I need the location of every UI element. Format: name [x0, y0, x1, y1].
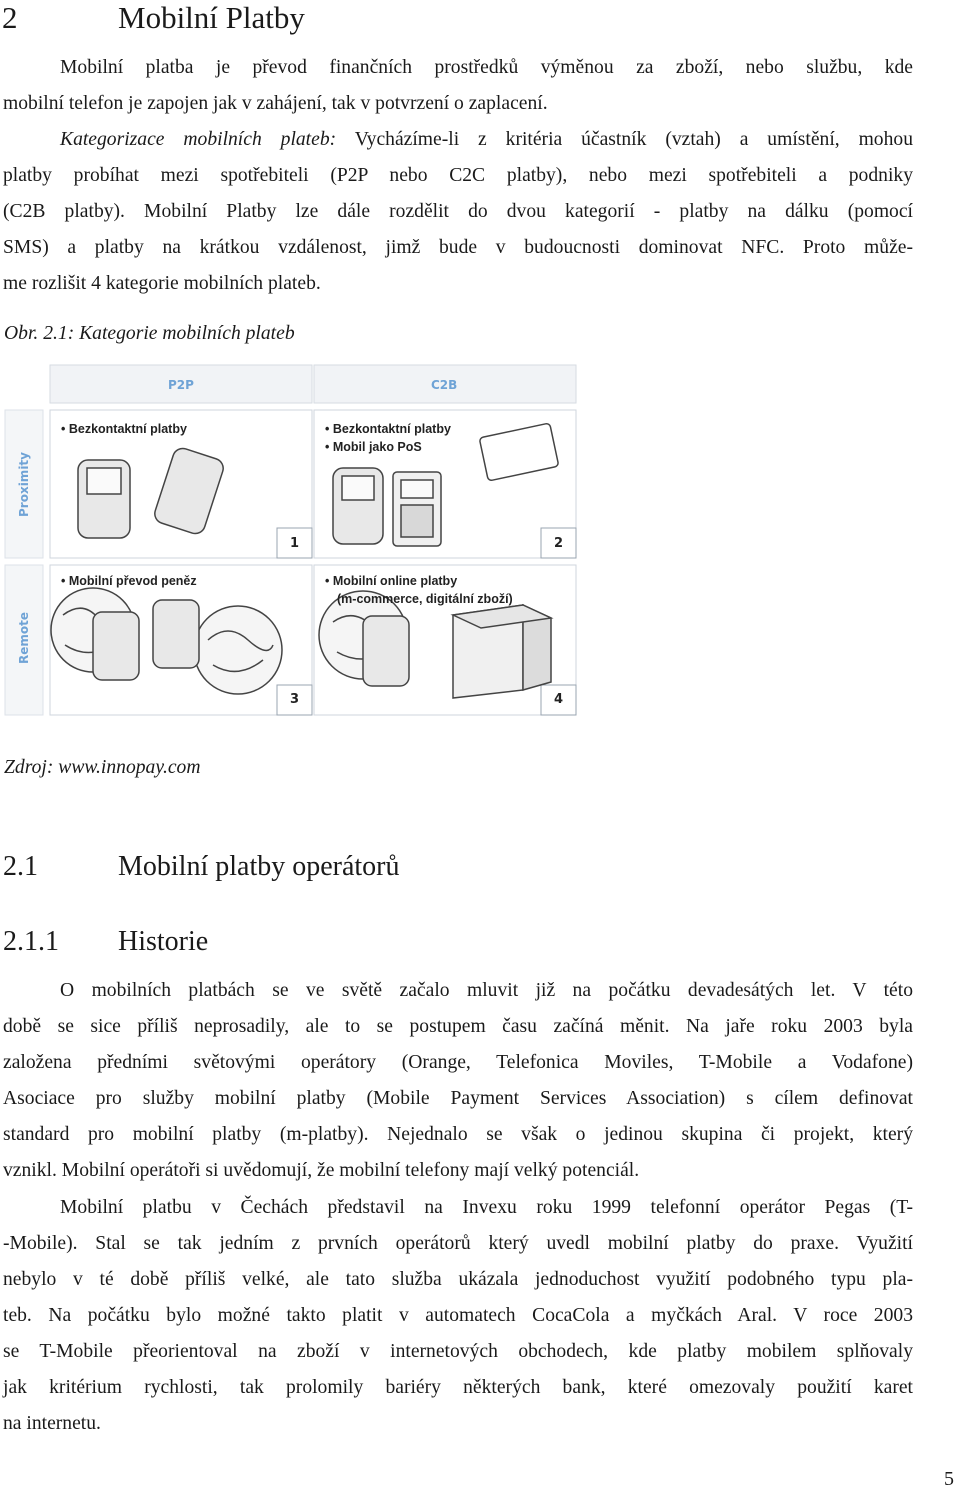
text-line: se T-Mobile přeorientoval na zboží v internetových obchodech, kde platby mobilem splňovaly — [3, 1341, 913, 1362]
cell-4-label: (m-commerce, digitální zboží) — [337, 592, 513, 606]
subsubsection-number: 2.1.1 — [3, 926, 59, 957]
cell-2-label: • Bezkontaktní platby — [325, 422, 451, 436]
row-label-proximity: Proximity — [17, 452, 31, 517]
history-paragraph-2 — [3, 1190, 913, 1442]
subsection-number: 2.1 — [3, 851, 38, 882]
text-line: (C2B platby). Mobilní Platby lze dále rozdělit do dvou kategorií - platby na dálku (pomocí — [3, 201, 913, 222]
categorization-label: Kategorizace mobilních plateb: — [60, 129, 337, 150]
text-line: vznikl. Mobilní operátoři si uvědomují, že mobilní telefony mají velký potenciál. — [3, 1160, 640, 1181]
phone-icon — [363, 616, 409, 686]
cell-number: 4 — [554, 692, 564, 707]
text-line: době se sice příliš neprosadily, ale to se postupem času začíná měnit. Na jaře roku 2003 byla — [3, 1016, 913, 1037]
cell-number: 2 — [554, 536, 564, 551]
column-header-c2b: C2B — [431, 378, 458, 392]
text-line: mobilní telefon je zapojen jak v zahájení, tak v potvrzení o zaplacení. — [3, 93, 548, 114]
text-line: na internetu. — [3, 1413, 101, 1434]
column-header-p2p: P2P — [168, 378, 194, 392]
text-fragment: Vycházíme-li z kritéria účastník (vztah) a umístění, mohou — [336, 129, 913, 150]
text-line: jak kritérium rychlosti, tak prolomily bariéry některých bank, které omezovaly použití karet — [3, 1377, 913, 1398]
row-label-remote: Remote — [17, 611, 31, 664]
text-line: SMS) a platby na krátkou vzdálenost, jimž bude v budoucnosti dominovat NFC. Proto může- — [3, 237, 913, 258]
text-line: O mobilních platbách se ve světě začalo mluvit již na počátku devadesátých let. V této — [60, 980, 913, 1001]
categorization-paragraph — [3, 122, 913, 302]
intro-paragraph — [3, 50, 913, 122]
text-line: Mobilní platba je převod finančních prostředků výměnou za zboží, nebo službu, kde — [60, 57, 913, 78]
text-line: Mobilní platbu v Čechách představil na Invexu roku 1999 telefonní operátor Pegas (T- — [60, 1197, 913, 1218]
subsection-title: Mobilní platby operátorů — [118, 851, 400, 882]
text-line: nebylo v té době příliš velké, ale tato služba ukázala jednoduchost využití podobného typu pla- — [3, 1269, 913, 1290]
cell-2-label: • Mobil jako PoS — [325, 440, 422, 454]
cell-3-label: • Mobilní převod peněz — [61, 574, 197, 588]
cell-number: 3 — [290, 692, 300, 707]
text-line: standard pro mobilní platby (m-platby). Nejednalo se však o jedinou skupina či projekt, který — [3, 1124, 913, 1145]
text-line — [3, 122, 913, 158]
text-line: teb. Na počátku bylo možné takto platit v automatech CocaCola a myčkách Aral. V roce 2003 — [3, 1305, 913, 1326]
text-line: me rozlišit 4 kategorie mobilních plateb. — [3, 273, 321, 294]
server-icon — [453, 605, 551, 698]
cell-1-label: • Bezkontaktní platby — [61, 422, 187, 436]
page-number: 5 — [944, 1468, 954, 1490]
text-line: Asociace pro služby mobilní platby (Mobile Payment Services Association) s cílem definovat — [3, 1088, 913, 1109]
figure-caption: Obr. 2.1: Kategorie mobilních plateb — [4, 323, 295, 344]
payment-categories-figure — [3, 360, 578, 725]
section-title: Mobilní Platby — [118, 0, 305, 35]
phone-icon — [333, 468, 383, 544]
subsubsection-title: Historie — [118, 926, 209, 957]
figure-source: Zdroj: www.innopay.com — [4, 757, 201, 778]
section-number: 2 — [2, 0, 18, 35]
cell-4-label: • Mobilní online platby — [325, 574, 458, 588]
text-line: založena předními světovými operátory (Orange, Telefonica Moviles, T-Mobile a Vodafone) — [3, 1052, 913, 1073]
payment-terminal-icon — [393, 472, 441, 546]
cell-number: 1 — [290, 536, 300, 551]
history-paragraph-1 — [3, 973, 913, 1189]
text-line: -Mobile). Stal se tak jedním z prvních operátorů který uvedl mobilní platby do praxe. Využití — [3, 1233, 913, 1254]
text-line: platby probíhat mezi spotřebiteli (P2P nebo C2C platby), nebo mezi spotřebiteli a podniky — [3, 165, 913, 186]
